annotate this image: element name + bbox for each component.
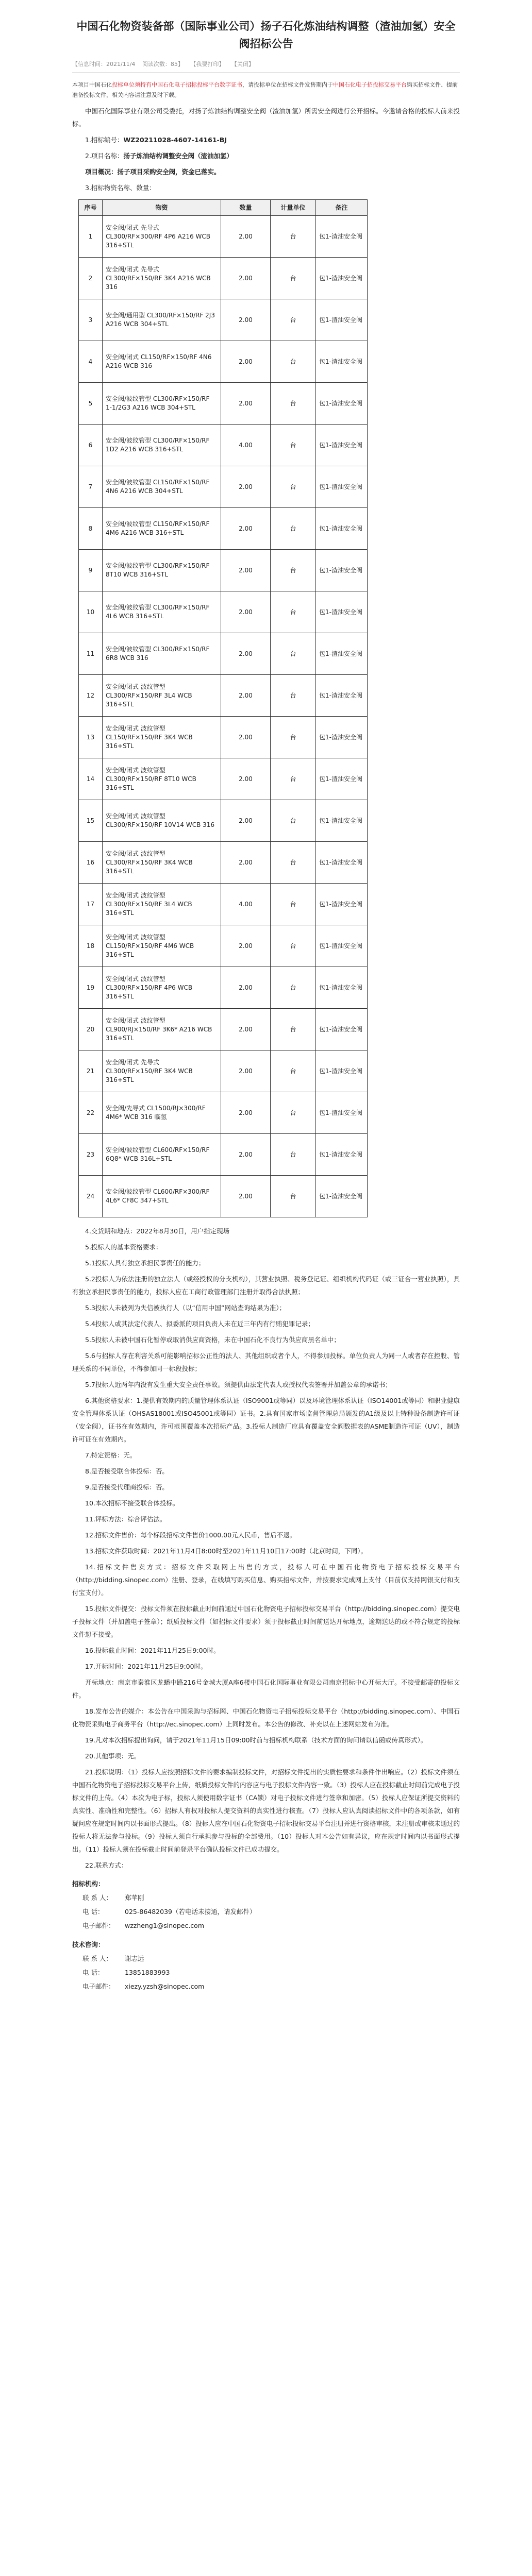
table-row [79, 633, 368, 675]
table-cell: 包1-渣油安全阀 [316, 967, 368, 1009]
table-cell: 安全阀/闭式 波纹管型 CL300/RF×150/RF 3K4 WCB 316+STL [103, 842, 221, 884]
table-cell: 2.00 [221, 1050, 271, 1092]
contact-label: 联 系 人： [82, 1955, 112, 1962]
table-cell: 包1-渣油安全阀 [316, 299, 368, 341]
body-paragraph: 21.投标说明：（1）投标人应按照招标文件的要求编制投标文件，对招标文件提出的实质性要求和条件作出响应。（2）投标文件须在中国石化物资电子招标投标交易平台上传，纸质投标文件的内容应与电子投标文件内容一致。（3）投标人应在投标截止时间前完成电子投标文件的上传。（4）本次为电子标，投标人须使用数字证书（CA锁）对电子投标文件进行签章和加密。（5）投标人应保证所提交资料的真实性、准确性和完整性。（6）招标人有权对投标人提交资料的真实性进行核查。（7）投标人应认真阅读招标文件中的各项条款，如有疑问应在规定时间内以书面形式提出。（8）投标人应在中国石化物资电子招标投标交易平台注册并进行资格审核，未注册或审核未通过的投标人将无法参与投标。（9）投标人须自行承担参与投标的全部费用。（10）投标人对本公告如有异议，应在规定时间内以书面形式提出。（11）投标人须在投标截止时间前登录平台确认投标文件已成功提交。 [72, 1768, 460, 1853]
table-cell: 4 [79, 341, 103, 383]
section-item-label: 2.项目名称： [85, 152, 124, 160]
contact-label: 联 系 人： [82, 1894, 112, 1902]
table-cell: 包1-渣油安全阀 [316, 800, 368, 842]
table-cell: 安全阀/波纹管型 CL300/RF×150/RF 1-1/2G3 A216 WCB 304+STL [103, 383, 221, 425]
table-cell: 包1-渣油安全阀 [316, 1009, 368, 1050]
table-cell: 21 [79, 1050, 103, 1092]
table-cell: 13 [79, 717, 103, 758]
table-cell: 2.00 [221, 717, 271, 758]
contact-value: wzzheng1@sinopec.com [125, 1922, 204, 1929]
table-cell: 包1-渣油安全阀 [316, 717, 368, 758]
table-row [79, 1050, 368, 1092]
body-paragraph: 16.投标截止时间：2021年11月25日9:00时。 [85, 1647, 220, 1654]
table-cell: 2.00 [221, 675, 271, 717]
table-row [79, 884, 368, 925]
section-item [72, 133, 460, 146]
table-cell: 安全阀/闭式 波纹管型 CL300/RF×150/RF 10V14 WCB 316 [103, 800, 221, 842]
table-cell: 15 [79, 800, 103, 842]
section-item [72, 165, 460, 178]
meta-bar [72, 60, 460, 73]
table-cell: 安全阀/波纹管型 CL150/RF×150/RF 4M6 A216 WCB 316+STL [103, 508, 221, 550]
table-cell: 2 [79, 258, 103, 299]
notice-banner [72, 80, 460, 100]
table-cell: 包1-渣油安全阀 [316, 591, 368, 633]
body-paragraph: 12.招标文件售价：每个标段招标文件售价1000.00元人民币，售后不退。 [85, 1531, 296, 1539]
body-paragraph: 5.3投标人未被列为失信被执行人（以“信用中国”网站查询结果为准）； [85, 1304, 286, 1312]
table-cell: 2.00 [221, 258, 271, 299]
table-cell: 安全阀/波纹管型 CL300/RF×150/RF 1D2 A216 WCB 316+STL [103, 425, 221, 466]
body-paragraph: 13.招标文件获取时间：2021年11月4日8:00时至2021年11月10日17:00时（北京时间，下同）。 [85, 1547, 368, 1555]
table-cell: 台 [271, 550, 316, 591]
table-cell: 包1-渣油安全阀 [316, 216, 368, 258]
table-row [79, 550, 368, 591]
table-cell: 4.00 [221, 884, 271, 925]
table-cell: 台 [271, 758, 316, 800]
table-cell: 18 [79, 925, 103, 967]
table-cell: 安全阀/波纹管型 CL300/RF×150/RF 4L6 WCB 316+STL [103, 591, 221, 633]
table-cell: 台 [271, 591, 316, 633]
notice-red-1: 投标单位须持有中国石化电子招标投标平台数字证书 [112, 81, 242, 88]
table-row [79, 299, 368, 341]
table-row [79, 758, 368, 800]
table-cell: 包1-渣油安全阀 [316, 341, 368, 383]
table-cell: 安全阀/闭式 波纹管型 CL300/RF×150/RF 4P6 WCB 316+STL [103, 967, 221, 1009]
table-cell: 台 [271, 216, 316, 258]
page-title: 中国石化物资装备部（国际事业公司）扬子石化炼油结构调整（渣油加氢）安全阀招标公告 [76, 20, 456, 50]
table-row [79, 842, 368, 884]
table-cell: 台 [271, 842, 316, 884]
table-cell: 台 [271, 633, 316, 675]
table-cell: 2.00 [221, 216, 271, 258]
table-row [79, 1009, 368, 1050]
table-cell: 2.00 [221, 299, 271, 341]
table-cell: 2.00 [221, 842, 271, 884]
contact-label: 电子邮件： [82, 1922, 115, 1929]
section-item-value: WZ20211028-4607-14161-BJ [123, 136, 227, 144]
table-cell: 8 [79, 508, 103, 550]
section-item-value: 项目概况：扬子项目采购安全阀，资金已落实。 [85, 168, 221, 176]
view-count: 阅读次数：85】 [142, 61, 184, 67]
table-cell: 2.00 [221, 800, 271, 842]
table-cell: 2.00 [221, 341, 271, 383]
table-cell: 2.00 [221, 550, 271, 591]
section-item [72, 181, 460, 194]
table-cell: 包1-渣油安全阀 [316, 842, 368, 884]
body-paragraph: 5.6与招标人存在利害关系可能影响招标公正性的法人、其他组织或者个人，不得参加投标。单位负责人为同一人或者存在控股、管理关系的不同单位，不得参加同一标段投标； [72, 1352, 460, 1372]
table-cell: 16 [79, 842, 103, 884]
table-cell: 14 [79, 758, 103, 800]
table-cell: 2.00 [221, 383, 271, 425]
table-cell: 2.00 [221, 633, 271, 675]
table-cell: 2.00 [221, 508, 271, 550]
column-header: 备注 [316, 200, 368, 216]
column-header: 序号 [79, 200, 103, 216]
body-paragraph: 5.2投标人为依法注册的独立法人（或经授权的分支机构），其营业执照、税务登记证、组织机构代码证（或三证合一营业执照），具有独立承担民事责任的能力，投标人应在工商行政管理部门注册并取得合法执照； [72, 1275, 460, 1296]
table-cell: 12 [79, 675, 103, 717]
body-paragraph: 7.特定资格：无。 [85, 1451, 137, 1459]
table-cell: 1 [79, 216, 103, 258]
body-paragraph: 10.本次招标不接受联合体投标。 [85, 1499, 179, 1507]
table-row [79, 425, 368, 466]
body-paragraph: 22.联系方式： [85, 1861, 128, 1869]
table-cell: 台 [271, 800, 316, 842]
business-contact-title: 招标机构： [72, 1880, 105, 1888]
table-cell: 19 [79, 967, 103, 1009]
contact-line [72, 1919, 460, 1933]
table-cell: 4.00 [221, 425, 271, 466]
table-cell: 安全阀/通用型 CL300/RF×150/RF 2J3 A216 WCB 304+STL [103, 299, 221, 341]
table-cell: 安全阀/波纹管型 CL300/RF×150/RF 6R8 WCB 316 [103, 633, 221, 675]
table-cell: 22 [79, 1092, 103, 1134]
table-cell: 5 [79, 383, 103, 425]
table-cell: 台 [271, 341, 316, 383]
body-paragraph: 5.7投标人近两年内没有发生重大安全责任事故。须提供由法定代表人或授权代表签署并加盖公章的承诺书； [85, 1381, 392, 1388]
contact-line [72, 1965, 460, 1979]
table-cell: 包1-渣油安全阀 [316, 1050, 368, 1092]
body-paragraph: 5.5投标人未被中国石化暂停或取消供应商资格，未在中国石化不良行为供应商黑名单中； [85, 1336, 340, 1344]
body-paragraph: 17.开标时间：2021年11月25日9:00时。 [85, 1663, 207, 1670]
table-cell: 11 [79, 633, 103, 675]
table-cell: 包1-渣油安全阀 [316, 1176, 368, 1217]
after-table-section [72, 1225, 460, 1872]
column-header: 物资 [103, 200, 221, 216]
table-cell: 台 [271, 967, 316, 1009]
table-cell: 包1-渣油安全阀 [316, 425, 368, 466]
contact-line [72, 1979, 460, 1993]
notice-red-2: 中国石化电子招投标交易平台 [333, 81, 407, 88]
table-cell: 2.00 [221, 466, 271, 508]
table-cell: 7 [79, 466, 103, 508]
table-cell: 包1-渣油安全阀 [316, 925, 368, 967]
table-cell: 安全阀/波纹管型 CL150/RF×150/RF 4N6 A216 WCB 304+STL [103, 466, 221, 508]
items-list [72, 133, 460, 194]
table-cell: 3 [79, 299, 103, 341]
body-paragraph: 18.发布公告的媒介：本公告在中国采购与招标网、中国石化物资电子招标投标交易平台（http://bidding.sinopec.com）、中国石化物资采购电子商务平台（http://ec.sinopec.com）上同时发布。本公告的修改、补充以在上述网站发布为准。 [72, 1707, 460, 1728]
table-cell: 包1-渣油安全阀 [316, 258, 368, 299]
section-item-label: 1.招标编号： [85, 136, 124, 144]
table-row [79, 258, 368, 299]
notice-mid: ，请投标单位在招标文件发售期内于 [242, 81, 333, 88]
contact-label: 电 话： [82, 1969, 104, 1976]
notice-tail: 购买招标文件、提前准备投标文件，相关内容请注意及时下载。 [72, 81, 458, 98]
table-cell: 包1-渣油安全阀 [316, 383, 368, 425]
contact-line [72, 1905, 460, 1919]
table-cell: 2.00 [221, 1176, 271, 1217]
table-row [79, 1176, 368, 1217]
column-header: 计量单位 [271, 200, 316, 216]
contact-value: xiezy.yzsh@sinopec.com [125, 1982, 205, 1990]
contact-label: 电子邮件： [82, 1982, 115, 1990]
contact-line [72, 1891, 460, 1905]
close-link[interactable]: 【关闭】 [231, 61, 254, 67]
table-cell: 台 [271, 1176, 316, 1217]
table-cell: 24 [79, 1176, 103, 1217]
table-cell: 安全阀/闭式 波纹管型 CL300/RF×150/RF 3L4 WCB 316+STL [103, 675, 221, 717]
tech-contact-lines [72, 1952, 460, 1993]
body-paragraph: 4.交货期和地点：2022年8月30日，用户指定现场 [85, 1227, 230, 1235]
intro-paragraph: 中国石化国际事业有限公司受委托，对扬子炼油结构调整安全阀（渣油加氢）所需安全阀进行公开招标。今邀请合格的投标人前来投标。 [72, 107, 460, 128]
body-paragraph: 8.是否接受联合体投标：否。 [85, 1467, 169, 1475]
table-cell: 包1-渣油安全阀 [316, 633, 368, 675]
table-cell: 台 [271, 508, 316, 550]
table-cell: 台 [271, 466, 316, 508]
table-cell: 6 [79, 425, 103, 466]
section-item-value: 扬子炼油结构调整安全阀（渣油加氢） [123, 152, 233, 160]
body-paragraph: 15.投标文件提交：投标文件须在投标截止时间前通过中国石化物资电子招标投标交易平台（http://bidding.sinopec.com）提交电子投标文件（并加盖电子签章）；纸质投标文件（如招标文件要求）须于投标截止时间前送达开标地点，逾期送达的或不符合规定的投标文件恕不接受。 [72, 1605, 460, 1638]
table-cell: 安全阀/波纹管型 CL300/RF×150/RF 8T10 WCB 316+STL [103, 550, 221, 591]
table-cell: 包1-渣油安全阀 [316, 1092, 368, 1134]
table-cell: 2.00 [221, 1134, 271, 1176]
table-row [79, 466, 368, 508]
publish-date: 【信息时间：2021/11/4 [72, 61, 136, 67]
table-cell: 台 [271, 299, 316, 341]
table-row [79, 216, 368, 258]
table-cell: 安全阀/闭式 波纹管型 CL300/RF×150/RF 8T10 WCB 316+STL [103, 758, 221, 800]
body-paragraph: 11.评标方法：综合评估法。 [85, 1515, 167, 1523]
table-header-row [79, 200, 368, 216]
contact-value: 郑苹刚 [125, 1894, 144, 1902]
body-paragraph: 19.凡对本次招标提出询问，请于2021年11月15日09:00时前与招标机构联系（技术方面的询问请以信函或传真形式）。 [85, 1736, 427, 1744]
tech-contact-title: 技术咨询： [72, 1941, 105, 1948]
table-cell: 台 [271, 383, 316, 425]
table-cell: 安全阀/闭式 先导式 CL300/RF×150/RF 3K4 WCB 316+STL [103, 1050, 221, 1092]
table-cell: 台 [271, 1092, 316, 1134]
body-paragraph: 5.1投标人具有独立承担民事责任的能力； [85, 1259, 205, 1267]
table-cell: 安全阀/波纹管型 CL600/RF×300/RF 4L6* CF8C 347+STL [103, 1176, 221, 1217]
section-item [72, 149, 460, 162]
items-table [78, 199, 368, 1217]
business-contact-lines [72, 1891, 460, 1933]
table-cell: 20 [79, 1009, 103, 1050]
table-cell: 9 [79, 550, 103, 591]
table-cell: 17 [79, 884, 103, 925]
contact-value: 13851883993 [125, 1969, 170, 1976]
table-cell: 安全阀/先导式 CL1500/RJ×300/RF 4M6* WCB 316 临氢 [103, 1092, 221, 1134]
table-cell: 2.00 [221, 925, 271, 967]
table-cell: 台 [271, 1050, 316, 1092]
table-cell: 10 [79, 591, 103, 633]
table-cell: 包1-渣油安全阀 [316, 675, 368, 717]
table-row [79, 341, 368, 383]
table-row [79, 925, 368, 967]
table-cell: 安全阀/闭式 波纹管型 CL300/RF×150/RF 3L4 WCB 316+STL [103, 884, 221, 925]
section-item-label: 3.招标物资名称、数量： [85, 184, 156, 192]
table-cell: 台 [271, 258, 316, 299]
body-paragraph: 6.其他资格要求：1.提供有效期内的质量管理体系认证（ISO9001或等同）以及环境管理体系认证（ISO14001或等同）和职业健康安全管理体系认证（OHSAS18001或ISO45001或等同）证书。2.具有国家市场监督管理总局颁发的A1级及以上特种设备制造许可证（安全阀），证书在有效期内，许可范围覆盖本次招标产品。3.投标人制造厂应具有覆盖安全阀数据表的ASME制造许可证（UV），制造许可证在有效期内。 [72, 1397, 460, 1443]
contact-line [72, 1952, 460, 1965]
table-cell: 包1-渣油安全阀 [316, 758, 368, 800]
table-cell: 台 [271, 675, 316, 717]
contact-value: 025-86482039（若电话未接通，请发邮件） [125, 1908, 256, 1916]
table-row [79, 675, 368, 717]
table-cell: 2.00 [221, 1092, 271, 1134]
contact-value: 谢志远 [125, 1955, 144, 1962]
table-row [79, 383, 368, 425]
table-cell: 2.00 [221, 1009, 271, 1050]
table-cell: 台 [271, 884, 316, 925]
table-cell: 安全阀/闭式 波纹管型 CL900/RJ×150/RF 3K6* A216 WCB 316+STL [103, 1009, 221, 1050]
table-cell: 2.00 [221, 591, 271, 633]
table-cell: 台 [271, 717, 316, 758]
print-link[interactable]: 【我要打印】 [190, 61, 225, 67]
table-row [79, 591, 368, 633]
table-row [79, 717, 368, 758]
table-cell: 包1-渣油安全阀 [316, 550, 368, 591]
table-cell: 安全阀/闭式 先导式 CL300/RF×150/RF 3K4 A216 WCB 316 [103, 258, 221, 299]
table-cell: 台 [271, 425, 316, 466]
table-row [79, 800, 368, 842]
table-cell: 包1-渣油安全阀 [316, 466, 368, 508]
table-cell: 2.00 [221, 967, 271, 1009]
table-cell: 台 [271, 1134, 316, 1176]
body-paragraph: 开标地点：南京市秦淮区龙蟠中路216号金城大厦A座6楼中国石化国际事业有限公司南京招标中心开标大厅。不接受邮寄的投标文件。 [72, 1679, 460, 1699]
body-paragraph: 20.其他事项：无。 [85, 1752, 141, 1760]
table-row [79, 967, 368, 1009]
body-paragraph: 14.招标文件售卖方式：招标文件采取网上出售的方式，投标人可在中国石化物资电子招标投标交易平台（http://bidding.sinopec.com）注册、登录，在线填写购买信息、购买招标文件，并按要求完成网上支付（目前仅支持网银支付和支付宝支付）。 [72, 1563, 460, 1597]
column-header: 数量 [221, 200, 271, 216]
table-cell: 包1-渣油安全阀 [316, 1134, 368, 1176]
contact-label: 电 话： [82, 1908, 104, 1916]
notice-lead: 本项目中国石化 [72, 81, 112, 88]
table-row [79, 1092, 368, 1134]
table-cell: 23 [79, 1134, 103, 1176]
table-row [79, 508, 368, 550]
body-paragraph: 9.是否接受代理商投标：否。 [85, 1483, 169, 1491]
contact-section [72, 1877, 460, 1993]
table-cell: 安全阀/闭式 CL150/RF×150/RF 4N6 A216 WCB 316 [103, 341, 221, 383]
body-paragraph: 5.投标人的基本资格要求： [85, 1243, 162, 1251]
table-cell: 安全阀/波纹管型 CL600/RF×150/RF 6Q8* WCB 316L+STL [103, 1134, 221, 1176]
table-cell: 2.00 [221, 758, 271, 800]
table-cell: 包1-渣油安全阀 [316, 884, 368, 925]
table-row [79, 1134, 368, 1176]
table-cell: 安全阀/闭式 先导式 CL300/RF×300/RF 4P6 A216 WCB 316+STL [103, 216, 221, 258]
body-paragraph: 5.4投标人或其法定代表人、拟委派的项目负责人未在近三年内有行贿犯罪记录； [85, 1320, 314, 1328]
table-cell: 安全阀/闭式 波纹管型 CL150/RF×150/RF 4M6 WCB 316+STL [103, 925, 221, 967]
table-cell: 包1-渣油安全阀 [316, 508, 368, 550]
table-cell: 台 [271, 925, 316, 967]
table-cell: 台 [271, 1009, 316, 1050]
table-cell: 安全阀/闭式 波纹管型 CL150/RF×150/RF 3K4 WCB 316+STL [103, 717, 221, 758]
